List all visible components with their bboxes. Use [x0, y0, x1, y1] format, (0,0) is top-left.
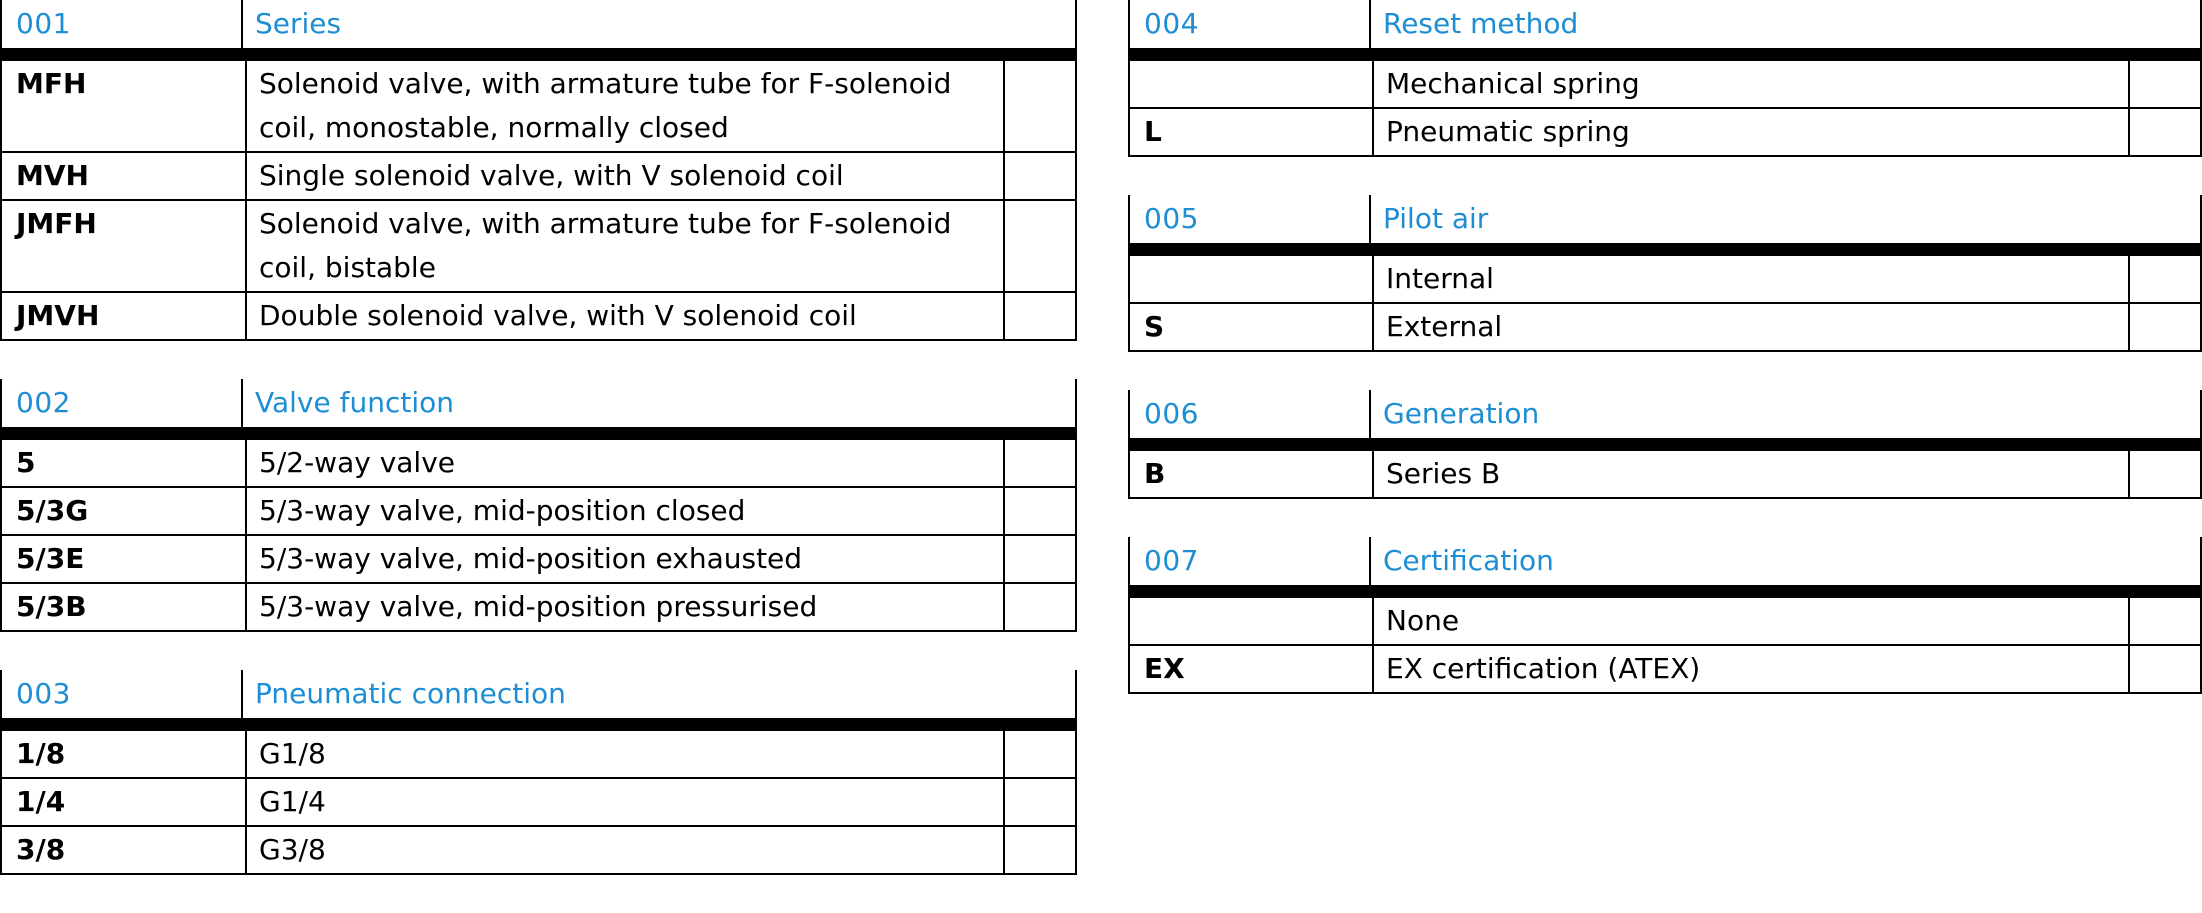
selection-cell[interactable]: [1004, 152, 1076, 200]
section-title: Pneumatic connection: [241, 670, 1075, 718]
selection-cell[interactable]: [1004, 440, 1076, 487]
option-section-006: [1128, 390, 2202, 499]
option-description: Solenoid valve, with armature tube for F-solenoid coil, bistable: [246, 200, 1004, 292]
selection-cell[interactable]: [1004, 583, 1076, 631]
section-title: Pilot air: [1369, 195, 2200, 243]
table-row: [1, 731, 1076, 778]
option-description: G1/4: [246, 778, 1004, 826]
selection-cell[interactable]: [2129, 451, 2201, 498]
option-table: [0, 440, 1077, 632]
section-code: 004: [1128, 0, 1369, 48]
option-code: MVH: [1, 152, 246, 200]
option-description: Pneumatic spring: [1373, 108, 2129, 156]
table-row: [1, 583, 1076, 631]
section-header: [1128, 390, 2202, 438]
table-row: [1, 826, 1076, 874]
section-code: 003: [0, 670, 241, 718]
option-section-005: [1128, 195, 2202, 352]
option-description: Mechanical spring: [1373, 61, 2129, 108]
option-description: Series B: [1373, 451, 2129, 498]
option-description: Solenoid valve, with armature tube for F-solenoid coil, monostable, normally closed: [246, 61, 1004, 152]
section-title: Generation: [1369, 390, 2200, 438]
section-title: Series: [241, 0, 1075, 48]
selection-cell[interactable]: [1004, 487, 1076, 535]
table-row: [1129, 645, 2201, 693]
section-header: [1128, 195, 2202, 243]
option-code: L: [1129, 108, 1373, 156]
selection-cell[interactable]: [1004, 200, 1076, 292]
option-description: EX certification (ATEX): [1373, 645, 2129, 693]
option-description: None: [1373, 598, 2129, 645]
option-section-001: [0, 0, 1077, 341]
section-header: [0, 0, 1077, 48]
left-column: [0, 0, 1077, 913]
table-row: [1129, 303, 2201, 351]
selection-cell[interactable]: [2129, 303, 2201, 351]
option-code: [1129, 256, 1373, 303]
selection-cell[interactable]: [2129, 256, 2201, 303]
option-code: EX: [1129, 645, 1373, 693]
option-code: 5/3G: [1, 487, 246, 535]
option-code: JMFH: [1, 200, 246, 292]
option-code: MFH: [1, 61, 246, 152]
selection-cell[interactable]: [1004, 292, 1076, 340]
section-code: 006: [1128, 390, 1369, 438]
option-code: 5/3B: [1, 583, 246, 631]
option-table: [1128, 598, 2202, 694]
section-header: [0, 670, 1077, 718]
option-section-003: [0, 670, 1077, 875]
section-title: Reset method: [1369, 0, 2200, 48]
option-description: 5/3-way valve, mid-position pressurised: [246, 583, 1004, 631]
header-divider: [1128, 438, 2202, 451]
option-description: 5/3-way valve, mid-position closed: [246, 487, 1004, 535]
table-row: [1, 487, 1076, 535]
section-code: 002: [0, 379, 241, 427]
selection-cell[interactable]: [1004, 535, 1076, 583]
selection-cell[interactable]: [1004, 731, 1076, 778]
option-description: G3/8: [246, 826, 1004, 874]
option-table: [1128, 61, 2202, 157]
section-code: 001: [0, 0, 241, 48]
option-code: 5/3E: [1, 535, 246, 583]
option-code: S: [1129, 303, 1373, 351]
table-row: [1, 292, 1076, 340]
option-code: [1129, 598, 1373, 645]
section-title: Valve function: [241, 379, 1075, 427]
option-description: 5/3-way valve, mid-position exhausted: [246, 535, 1004, 583]
selection-cell[interactable]: [1004, 61, 1076, 152]
selection-cell[interactable]: [2129, 108, 2201, 156]
option-section-007: [1128, 537, 2202, 694]
section-code: 005: [1128, 195, 1369, 243]
header-divider: [0, 48, 1077, 61]
option-code: 1/8: [1, 731, 246, 778]
option-table: [1128, 256, 2202, 352]
option-section-004: [1128, 0, 2202, 157]
table-row: [1, 61, 1076, 152]
option-code: [1129, 61, 1373, 108]
header-divider: [1128, 243, 2202, 256]
option-table: [0, 731, 1077, 875]
header-divider: [0, 427, 1077, 440]
table-row: [1, 535, 1076, 583]
section-header: [1128, 537, 2202, 585]
selection-cell[interactable]: [1004, 826, 1076, 874]
option-table: [0, 61, 1077, 341]
section-title: Certification: [1369, 537, 2200, 585]
option-code: JMVH: [1, 292, 246, 340]
table-row: [1, 200, 1076, 292]
table-row: [1, 152, 1076, 200]
header-divider: [1128, 48, 2202, 61]
header-divider: [0, 718, 1077, 731]
option-code: B: [1129, 451, 1373, 498]
option-code: 3/8: [1, 826, 246, 874]
option-table: [1128, 451, 2202, 499]
option-description: 5/2-way valve: [246, 440, 1004, 487]
option-description: G1/8: [246, 731, 1004, 778]
table-row: [1129, 451, 2201, 498]
option-description: Single solenoid valve, with V solenoid coil: [246, 152, 1004, 200]
section-header: [0, 379, 1077, 427]
table-row: [1129, 598, 2201, 645]
table-row: [1129, 61, 2201, 108]
table-row: [1, 440, 1076, 487]
section-header: [1128, 0, 2202, 48]
option-code: 5: [1, 440, 246, 487]
table-row: [1, 778, 1076, 826]
selection-cell[interactable]: [1004, 778, 1076, 826]
option-description: Double solenoid valve, with V solenoid coil: [246, 292, 1004, 340]
option-code: 1/4: [1, 778, 246, 826]
selection-cell[interactable]: [2129, 645, 2201, 693]
section-code: 007: [1128, 537, 1369, 585]
right-column: [1128, 0, 2202, 732]
table-row: [1129, 108, 2201, 156]
header-divider: [1128, 585, 2202, 598]
selection-cell[interactable]: [2129, 61, 2201, 108]
option-section-002: [0, 379, 1077, 632]
selection-cell[interactable]: [2129, 598, 2201, 645]
option-description: Internal: [1373, 256, 2129, 303]
option-description: External: [1373, 303, 2129, 351]
table-row: [1129, 256, 2201, 303]
